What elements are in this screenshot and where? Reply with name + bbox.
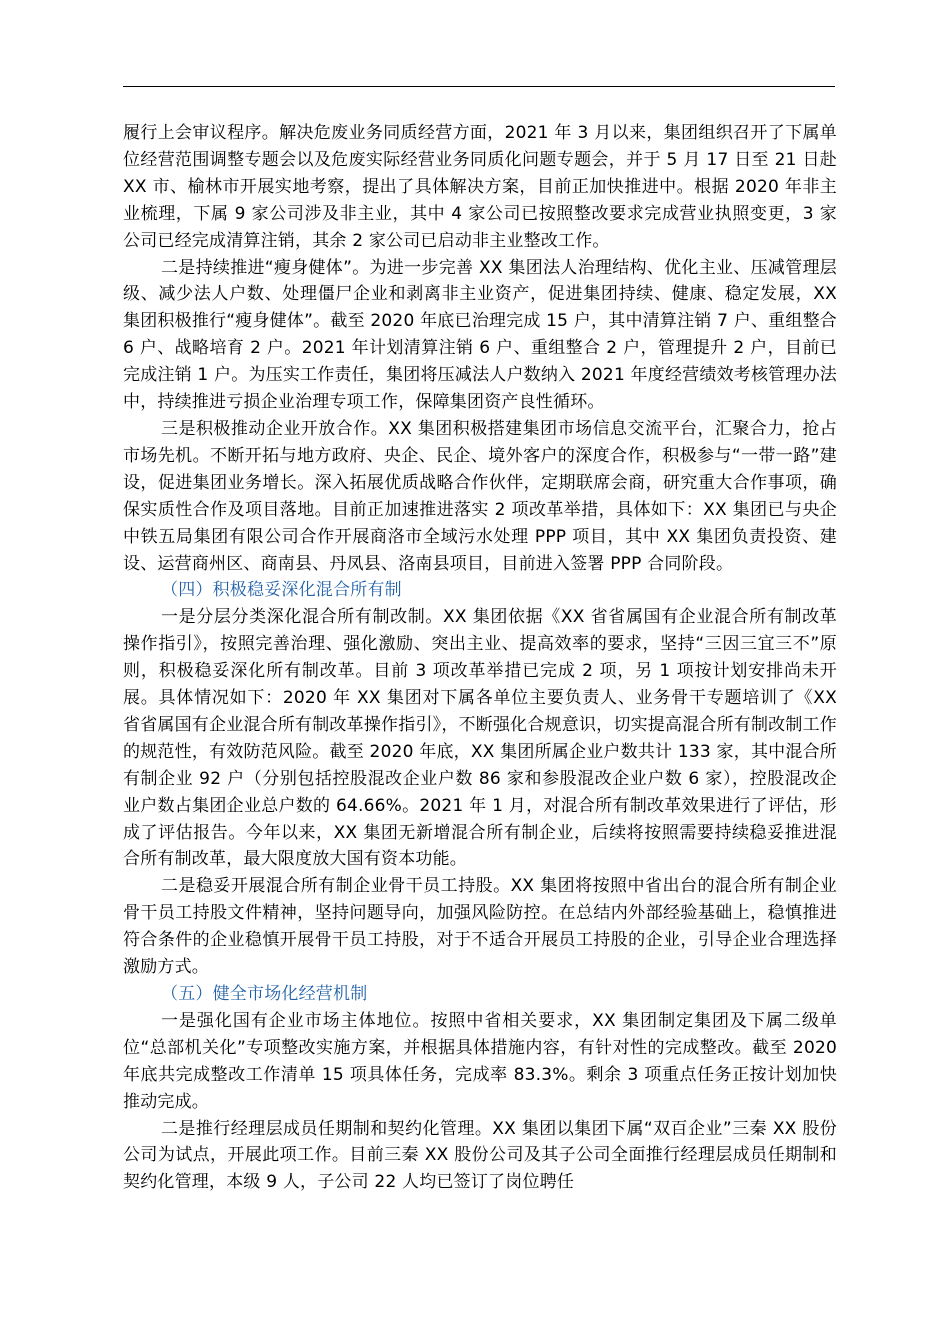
paragraph-continuation: 履行上会审议程序。解决危废业务同质经营方面，2021 年 3 月以来，集团组织召开了下属单位经营范围调整专题会以及危废实际经营业务同质化问题专题会，并于 5 月 17 日至 21 日赴 XX 市、榆林市开展实地考察，提出了具体解决方案，目前正加快推进中。根据 2020 年非主业梳理，下属 9 家公司涉及非主业，其中 4 家公司已按照整改要求完成营业执照变更，3 家公司已经完成清算注销，其余 2 家公司已启动非主业整改工作。 [123,123,837,251]
body-text [123,120,837,1196]
paragraph-open-cooperation: 三是积极推动企业开放合作。XX 集团积极搭建集团市场信息交流平台，汇聚合力，抢占市场先机。不断开拓与地方政府、央企、民企、境外客户的深度合作，积极参与“一带一路”建设，促进集团业务增长。深入拓展优质战略合作伙伴，定期联席会商，研究重大合作事项，确保实质性合作及项目落地。目前正加速推进落实 2 项改革举措，具体如下：XX 集团已与央企中铁五局集团有限公司合作开展商洛市全域污水处理 PPP 项目，其中 XX 集团负责投资、建设、运营商州区、商南县、丹凤县、洛南县项目，目前进入签署 PPP 合同阶段。 [123,418,837,574]
paragraph-mixed-ownership-reform: 一是分层分类深化混合所有制改制。XX 集团依据《XX 省省属国有企业混合所有制改革操作指引》，按照完善治理、强化激励、突出主业、提高效率的要求，坚持“三因三宜三不”原则，积极稳妥深化所有制改革。目前 3 项改革举措已完成 2 项，另 1 项按计划安排尚未开展。具体情况如下：2020 年 XX 集团对下属各单位主要负责人、业务骨干专题培训了《XX 省省属国有企业混合所有制改革操作指引》，不断强化合规意识，切实提高混合所有制改制工作的规范性，有效防范风险。截至 2020 年底，XX 集团所属企业户数共计 133 家，其中混合所有制企业 92 户（分别包括控股混改企业户数 86 家和参股混改企业户数 6 家），控股混改企业户数占集团企业总户数的 64.66%。2021 年 1 月，对混合所有制改革效果进行了评估，形成了评估报告。今年以来，XX 集团无新增混合所有制企业，后续将按照需要持续稳妥推进混合所有制改革，最大限度放大国有资本功能。 [123,607,837,870]
section-heading-market-mechanism: （五）健全市场化经营机制 [161,984,368,1004]
section-heading-mixed-ownership: （四）积极稳妥深化混合所有制 [161,580,402,601]
paragraph-slimming: 二是持续推进“瘦身健体”。为进一步完善 XX 集团法人治理结构、优化主业、压减管理层级、减少法人户数、处理僵尸企业和剥离非主业资产，促进集团持续、健康、稳定发展，XX 集团积极推行“瘦身健体”。截至 2020 年底已治理完成 15 户，其中清算注销 7 户、重组整合 6 户、战略培育 2 户。2021 年计划清算注销 6 户、重组整合 2 户，管理提升 2 户，目前已完成注销 1 户。为压实工作责任，集团将压减法人户数纳入 2021 年度经营绩效考核管理办法中，持续推进亏损企业治理专项工作，保障集团资产良性循环。 [123,257,837,413]
paragraph-market-entity: 一是强化国有企业市场主体地位。按照中省相关要求，XX 集团制定集团及下属二级单位“总部机关化”专项整改实施方案，并根据具体措施内容，有针对性的完成整改。截至 2020 年底共完成整改工作清单 15 项具体任务，完成率 83.3%。剩余 3 项重点任务正按计划加快推动完成。 [123,1010,837,1112]
paragraph-employee-shareholding: 二是稳妥开展混合所有制企业骨干员工持股。XX 集团将按照中省出台的混合所有制企业骨干员工持股文件精神，坚持问题导向，加强风险防控。在总结内外部经验基础上，稳慎推进符合条件的企业稳慎开展骨干员工持股，对于不适合开展员工持股的企业，引导企业合理选择激励方式。 [123,876,837,978]
header-rule [123,86,835,87]
paragraph-tenure-contract: 二是推行经理层成员任期制和契约化管理。XX 集团以集团下属“双百企业”三秦 XX 股份公司为试点，开展此项工作。目前三秦 XX 股份公司及其子公司全面推行经理层成员任期制和契约化管理，本级 9 人，子公司 22 人均已签订了岗位聘任 [123,1118,837,1193]
